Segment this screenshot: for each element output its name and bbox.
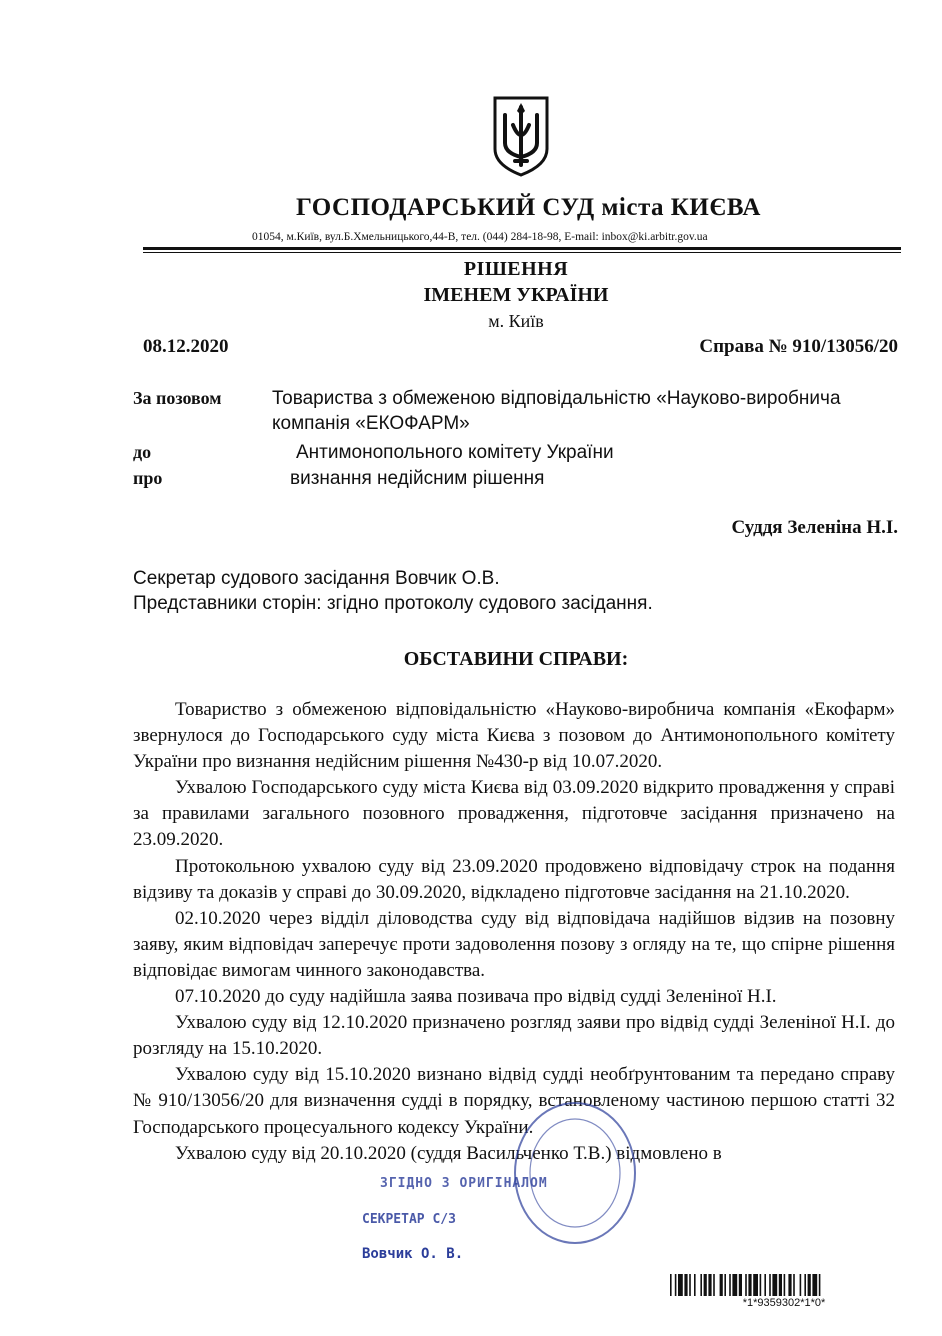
paragraph: Ухвалою Господарського суду міста Києва від 03.09.2020 відкрито провадження у справі за правилами загального позовного провадження, підготовче засідання призначено на 23.09.2020. — [133, 777, 895, 851]
representatives-line: Представники сторін: згідно протоколу судового засідання. — [133, 593, 653, 614]
document-subtitle: ІМЕНЕМ УКРАЇНИ — [423, 284, 609, 306]
section-title: ОБСТАВИНИ СПРАВИ: — [403, 648, 629, 670]
party-subject: визнання недійсним рішення — [290, 468, 545, 489]
paragraph: Ухвалою суду від 20.10.2020 (суддя Васильченко Т.В.) відмовлено в — [175, 1142, 722, 1164]
decision-date: 08.12.2020 — [143, 336, 229, 357]
judge-name: Суддя Зеленіна Н.І. — [731, 517, 898, 538]
stamp-copy-label: ЗГІДНО З ОРИГІНАЛОМ — [380, 1176, 548, 1191]
header-rule-thin — [143, 252, 901, 253]
paragraph: Протокольною ухвалою суду від 23.09.2020 продовжено відповідачу строк на подання відзиву та доказів у справі до 30.09.2020, відкладено підготовче засідання на 21.10.2020. — [133, 855, 895, 903]
document-title: РІШЕННЯ — [463, 258, 569, 280]
paragraph: 07.10.2020 до суду надійшла заява позивача про відвід судді Зеленіної Н.І. — [175, 986, 777, 1008]
party-label-plaintiff: За позовом — [133, 388, 222, 408]
coat-of-arms-icon — [491, 95, 551, 177]
party-defendant: Антимонопольного комітету України — [296, 442, 614, 463]
party-plaintiff-line2: компанія «ЕКОФАРМ» — [272, 413, 470, 434]
court-name: ГОСПОДАРСЬКИЙ СУД міста КИЄВА — [295, 194, 761, 221]
document-city: м. Київ — [488, 311, 544, 331]
party-plaintiff-line1: Товариства з обмеженою відповідальністю «Науково-виробнича — [272, 388, 841, 409]
paragraph: Ухвалою суду від 12.10.2020 призначено розгляд заяви про відвід судді Зеленіної Н.І. до розгляду на 15.10.2020. — [133, 1012, 895, 1060]
stamp-secretary-label: СЕКРЕТАР С/З — [362, 1212, 456, 1227]
barcode-text: *1*9359302*1*0* — [742, 1297, 826, 1309]
case-number: Справа № 910/13056/20 — [699, 336, 898, 357]
secretary-line: Секретар судового засідання Вовчик О.В. — [133, 568, 500, 589]
barcode — [670, 1274, 898, 1296]
body-text — [133, 697, 895, 1167]
stamp-secretary-name: Вовчик О. В. — [362, 1246, 464, 1262]
header-rule — [143, 247, 901, 250]
court-address: 01054, м.Київ, вул.Б.Хмельницького,44-В, тел. (044) 284-18-98, E-mail: inbox@ki.arbitr.gov.ua — [252, 231, 708, 243]
party-label-defendant: до — [133, 442, 152, 462]
paragraph: Ухвалою суду від 15.10.2020 визнано відвід судді необґрунтованим та передано справу № 910/13056/20 для визначення судді в порядку, встановленому частиною першою статті 32 Господарського процесуального кодексу України. — [133, 1064, 895, 1138]
paragraph: 02.10.2020 через відділ діловодства суду від відповідача надійшов відзив на позовну заяву, яким відповідач заперечує проти задоволення позову з огляду на те, що спірне рішення відповідає вимогам чинного законодавства. — [133, 907, 895, 981]
paragraph: Товариство з обмеженою відповідальністю «Науково-виробнича компанія «Екофарм» звернулося до Господарського суду міста Києва з позовом до Антимонопольного комітету України про визнання недійсним рішення №430-р від 10.07.2020. — [133, 699, 895, 773]
party-label-subject: про — [133, 468, 163, 488]
official-stamp — [505, 1098, 655, 1288]
